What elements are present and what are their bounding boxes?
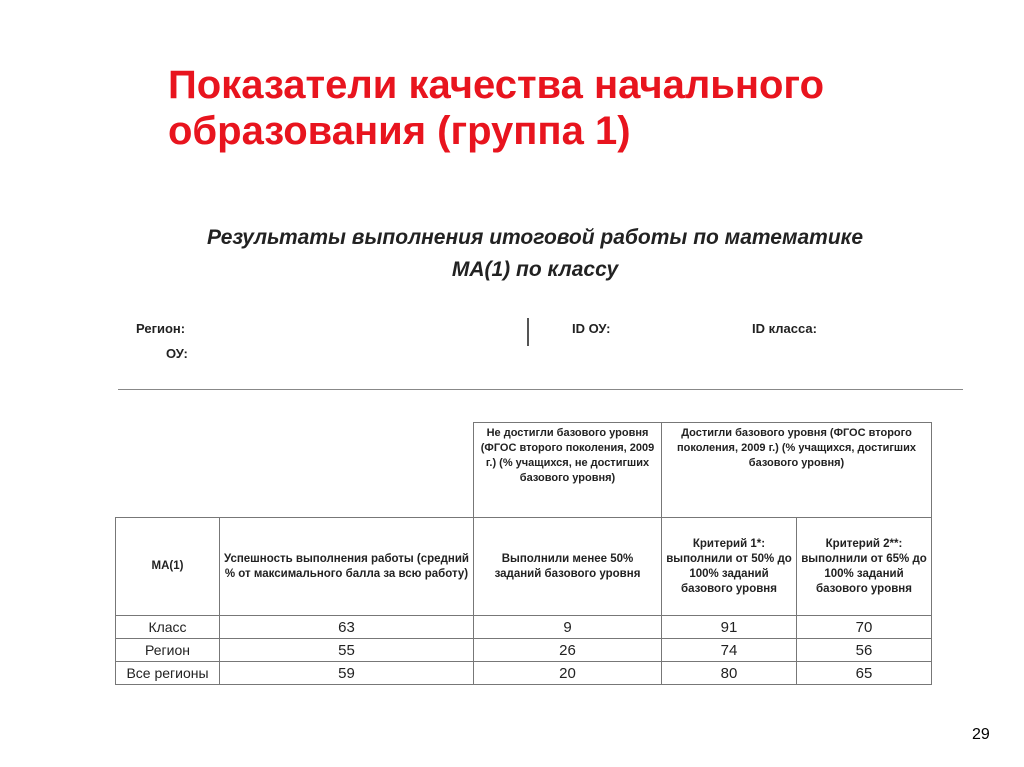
region-label: Регион:	[136, 321, 186, 336]
table-row	[116, 662, 932, 685]
header-not-reached: Не достигли базового уровня (ФГОС второго поколения, 2009 г.) (% учащихся, не достигших базового уровня)	[474, 423, 662, 518]
results-table	[115, 422, 932, 685]
ou-label: ОУ:	[166, 346, 188, 361]
header-success: Успешность выполнения работы (средний % от максимального балла за всю работу)	[220, 518, 474, 616]
cell-success: 63	[220, 616, 474, 639]
cell-success: 55	[220, 639, 474, 662]
row-label: Регион	[116, 639, 220, 662]
slide-title: Показатели качества начального образования (группа 1)	[168, 63, 824, 153]
table-group-header-row	[116, 423, 932, 518]
document-title-line2: МА(1) по классу	[451, 258, 619, 281]
cell-less50: 9	[474, 616, 662, 639]
section-divider	[118, 389, 963, 390]
cell-criterion-2: 70	[797, 616, 932, 639]
cell-success: 59	[220, 662, 474, 685]
header-reached: Достигли базового уровня (ФГОС второго поколения, 2009 г.) (% учащихся, достигших базового уровня)	[662, 423, 932, 518]
cell-criterion-1: 91	[662, 616, 797, 639]
cell-criterion-1: 80	[662, 662, 797, 685]
table-row	[116, 616, 932, 639]
table-row	[116, 639, 932, 662]
header-less50: Выполнили менее 50% заданий базового уровня	[474, 518, 662, 616]
header-subject: МА(1)	[116, 518, 220, 616]
row-label: Класс	[116, 616, 220, 639]
document-title	[120, 222, 950, 286]
cell-criterion-1: 74	[662, 639, 797, 662]
cell-less50: 26	[474, 639, 662, 662]
cell-criterion-2: 56	[797, 639, 932, 662]
header-criterion-2: Критерий 2**: выполнили от 65% до 100% заданий базового уровня	[797, 518, 932, 616]
document-title-line1: Результаты выполнения итоговой работы по математике	[206, 226, 864, 249]
meta-divider	[527, 318, 529, 346]
table-column-header-row	[116, 518, 932, 616]
id-ou-label: ID ОУ:	[572, 321, 611, 336]
id-class-label: ID класса:	[752, 321, 817, 336]
header-criterion-1: Критерий 1*: выполнили от 50% до 100% заданий базового уровня	[662, 518, 797, 616]
cell-less50: 20	[474, 662, 662, 685]
page-number: 29	[972, 726, 990, 743]
cell-criterion-2: 65	[797, 662, 932, 685]
row-label: Все регионы	[116, 662, 220, 685]
